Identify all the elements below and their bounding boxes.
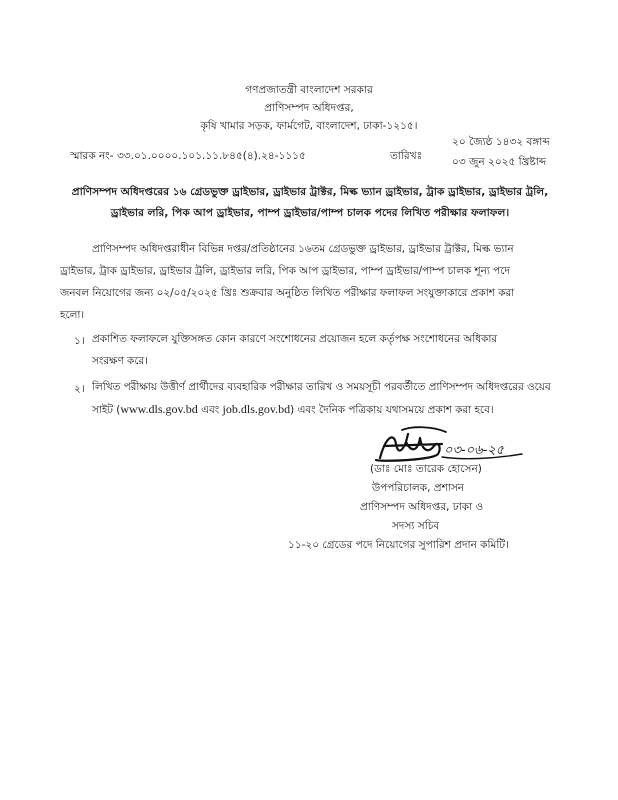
department-name: প্রাণিসম্পদ অধিদপ্তর, (264, 102, 354, 114)
item-2-line-2 (92, 398, 494, 421)
signatory-role: সদস্য সচিব (392, 520, 440, 532)
memo-ref-number: ৩৩.০১.০০০০.১০১.১১.৮৪৫(৪).২৪-১১১৫ (116, 150, 306, 162)
signature-date: ০৩-০৬-২৫ (444, 443, 505, 458)
item-2-line-1: লিখিত পরীক্ষায় উত্তীর্ণ প্রার্থীদের ব্যবহারিক পরীক্ষার তারিখ ও সময়সূচী পরবর্তীতে প্রাণিসম্পদ অধিদপ্তরের ওয়েব (92, 381, 551, 393)
memo-date-bangla: ২০ জ্যৈষ্ঠ ১৪৩২ বঙ্গাব্দ (452, 136, 550, 148)
memo-date-label: তারিখঃ (390, 150, 423, 162)
signatory-name: (ডাঃ মোঃ তারেক হোসেন) (370, 463, 482, 475)
item-2-number: ২। (74, 383, 85, 395)
signatory-office: প্রাণিসম্পদ অধিদপ্তর, ঢাকা ও (360, 501, 484, 513)
item-1-number: ১। (74, 335, 85, 347)
memo-reference (70, 149, 306, 166)
dls-job-website-link[interactable]: job.dls.gov.bd (222, 402, 291, 416)
item-2-mid: এবং (197, 404, 223, 416)
item-1-line-2: সংরক্ষণ করে। (92, 355, 148, 367)
notice-title-line1: প্রাণিসম্পদ অধিদপ্তরের ১৬ গ্রেডভুক্ত ড্রাইভার, ড্রাইভার ট্রাক্টর, মিল্ক ভ্যান ড্রাইভার, ট্রাক ড্রাইভার, ড্রাইভার ট্রলি, (71, 186, 549, 198)
memo-date-english: ০৩ জুন ২০২৫ খ্রিষ্টাব্দ (452, 156, 547, 168)
memo-ref-label: স্মারক নং- (70, 150, 114, 162)
dls-website-link[interactable]: www.dls.gov.bd (120, 402, 198, 416)
item-1-line-1: প্রকাশিত ফলাফলে যুক্তিসঙ্গত কোন কারণে সংশোধনের প্রয়োজন হলে কর্তৃপক্ষ সংশোধনের অধিকার (92, 333, 498, 345)
body-line-2: ড্রাইভার, ট্রাক ড্রাইভার, ড্রাইভার ট্রলি, ড্রাইভার লরি, পিক আপ ড্রাইভার, পাম্প ড্রাইভার/পাম্প চালক শূন্য পদে (60, 265, 510, 277)
government-name: গণপ্রজাতন্ত্রী বাংলাদেশ সরকার (245, 84, 373, 96)
signatory-designation: উপপরিচালক, প্রশাসন (372, 482, 465, 494)
department-address: কৃষি খামার সড়ক, ফার্মগেট, বাংলাদেশ, ঢাকা-১২১৫। (200, 120, 418, 132)
body-line-3: জনবল নিয়োগের জন্য ০২/০৫/২০২৫ খ্রিঃ শুক্রবার অনুষ্ঠিত লিখিত পরীক্ষার ফলাফল সংযুক্তাকারে প্রকাশ করা (60, 287, 515, 299)
body-line-4: হলো। (60, 309, 85, 321)
body-line-1: প্রাণিসম্পদ অধিদপ্তরাধীন বিভিন্ন দপ্তর/প্রতিষ্ঠানের ১৬তম গ্রেডভুক্ত ড্রাইভার, ড্রাইভার ট্রাক্টর, মিল্ক ভ্যান (92, 243, 514, 255)
signatory-committee: ১১-২০ গ্রেডের পদে নিয়োগের সুপারিশ প্রদান কমিটি। (288, 539, 509, 551)
notice-title (60, 182, 560, 224)
notice-title-line2: ড্রাইভার লরি, পিক আপ ড্রাইভার, পাম্প ড্রাইভার/পাম্প চালক পদের লিখিত পরীক্ষার ফলাফল। (110, 207, 510, 219)
item-2-prefix: সাইট ( (92, 404, 121, 416)
item-2-suffix: ) এবং দৈনিক পত্রিকায় যথাসময়ে প্রকাশ করা হবে। (290, 404, 494, 416)
